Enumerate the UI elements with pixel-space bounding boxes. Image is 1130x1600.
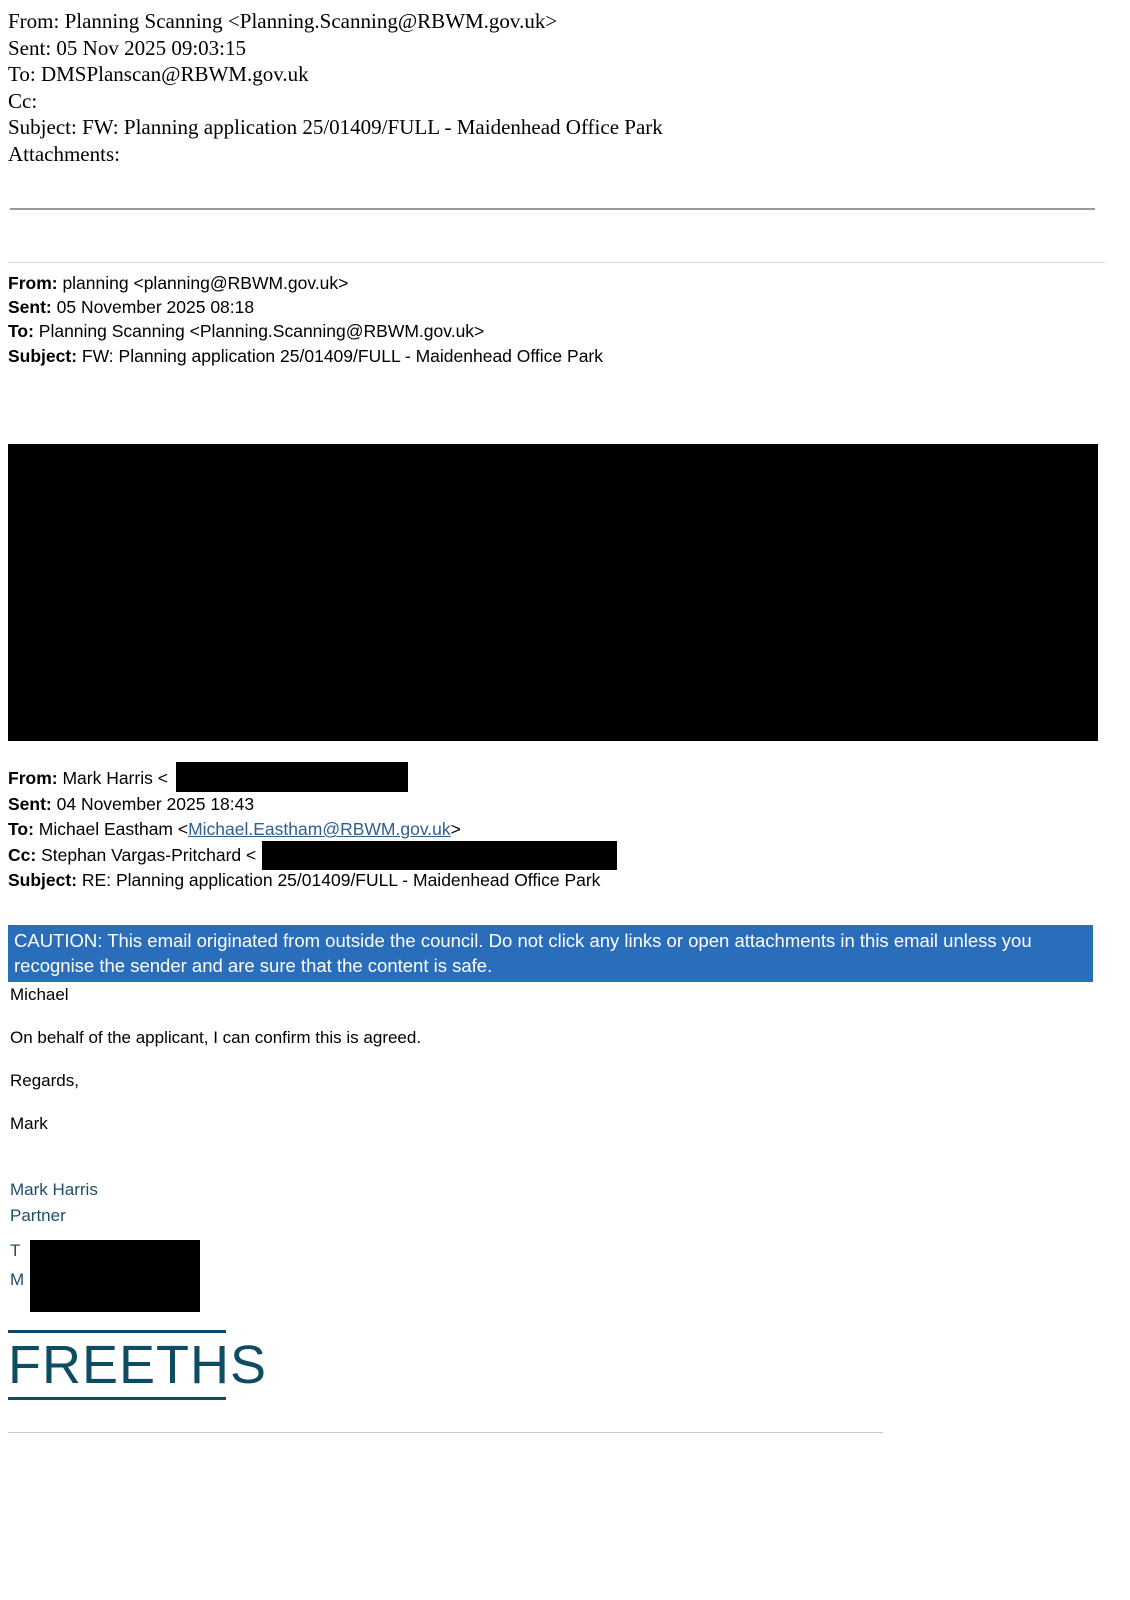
email-signature <box>10 1177 98 1228</box>
to-label: To: <box>8 62 36 86</box>
fwd1-from-label: From: <box>8 273 58 293</box>
fwd2-cc-value: Stephan Vargas-Pritchard < <box>36 844 257 865</box>
fwd1-from-value: planning <planning@RBWM.gov.uk> <box>57 273 349 293</box>
fwd1-row-to <box>8 319 1108 343</box>
signature-phone-block <box>10 1238 24 1296</box>
body-signoff: Regards, <box>10 1071 79 1090</box>
fwd1-to-value: Planning Scanning <Planning.Scanning@RBWM.gov.uk> <box>33 321 485 342</box>
from-label: From: <box>8 9 60 33</box>
fwd1-sent-label: Sent: <box>8 297 52 318</box>
email-body <box>10 984 1100 1156</box>
header-row-sent <box>8 35 1108 62</box>
recipient-email-link[interactable] <box>188 819 451 839</box>
signature-phone-m: M <box>10 1270 25 1289</box>
logo-wordmark: FREETHS <box>8 1335 268 1395</box>
footer-divider <box>8 1432 883 1433</box>
fwd1-row-from <box>8 271 1108 295</box>
cc-label: Cc: <box>8 88 38 113</box>
body-name: Mark <box>10 1114 48 1133</box>
fwd1-sent-value: 05 November 2025 08:18 <box>51 297 255 318</box>
fwd2-sent-value: 04 November 2025 18:43 <box>51 793 255 814</box>
email-header-outer <box>8 8 1108 167</box>
redaction-block-phone-numbers <box>30 1240 200 1312</box>
sent-value: 05 Nov 2025 09:03:15 <box>51 35 247 60</box>
header-row-from <box>8 8 1108 35</box>
forwarded-header-1 <box>8 271 1108 368</box>
subject-label: Subject: <box>8 115 77 139</box>
redaction-block-cc-email <box>262 841 617 870</box>
freeths-logo <box>8 1330 268 1400</box>
signature-role: Partner <box>10 1205 66 1225</box>
fwd2-row-from <box>8 766 1108 792</box>
to-value: DMSPlanscan@RBWM.gov.uk <box>35 62 309 86</box>
fwd1-subject-value: FW: Planning application 25/01409/FULL - Maidenhead Office Park <box>77 345 604 366</box>
fwd2-to-value: Michael Eastham < <box>33 819 189 839</box>
recipient-email-text: Michael.Eastham@RBWM.gov.uk <box>188 819 451 839</box>
fwd2-subject-value: RE: Planning application 25/01409/FULL - Maidenhead Office Park <box>77 870 601 890</box>
redaction-block-sender-email <box>176 762 408 792</box>
fwd2-from-label: From: <box>8 768 58 788</box>
fwd2-row-to <box>8 817 1108 843</box>
fwd2-from-value: Mark Harris < <box>57 768 168 788</box>
fwd1-row-subject <box>8 344 1108 368</box>
sent-label: Sent: <box>8 35 52 60</box>
fwd1-row-sent <box>8 295 1108 319</box>
fwd2-subject-label: Subject: <box>8 870 78 890</box>
header-divider <box>10 208 1095 210</box>
header-row-attachments <box>8 141 1108 168</box>
redaction-block-large <box>8 444 1098 741</box>
logo-rule-bottom <box>8 1397 226 1400</box>
external-email-caution-banner: CAUTION: This email originated from outside the council. Do not click any links or open attachments in this email unless you recognise the sender and are sure that the content is safe. <box>8 925 1093 982</box>
header-row-subject <box>8 114 1108 141</box>
fwd1-to-label: To: <box>8 321 34 342</box>
fwd2-sent-label: Sent: <box>8 793 52 814</box>
forwarded-header-2 <box>8 766 1108 894</box>
body-paragraph-1: On behalf of the applicant, I can confirm this is agreed. <box>10 1028 422 1047</box>
attachments-label: Attachments: <box>8 141 120 166</box>
header-row-cc <box>8 88 1108 115</box>
signature-name: Mark Harris <box>10 1180 98 1199</box>
subject-value: FW: Planning application 25/01409/FULL - Maidenhead Office Park <box>76 115 663 139</box>
fwd2-cc-label: Cc: <box>8 844 37 865</box>
fwd2-row-sent <box>8 792 1108 818</box>
fwd2-to-label: To: <box>8 819 34 839</box>
header-row-to <box>8 61 1108 88</box>
forwarded-divider-1 <box>8 262 1105 263</box>
signature-phone-t: T <box>10 1241 21 1260</box>
body-greeting: Michael <box>10 985 69 1004</box>
from-value: Planning Scanning <Planning.Scanning@RBWM.gov.uk> <box>59 9 558 33</box>
fwd2-to-close: > <box>450 819 461 839</box>
fwd2-row-subject <box>8 868 1108 894</box>
fwd1-subject-label: Subject: <box>8 345 78 366</box>
